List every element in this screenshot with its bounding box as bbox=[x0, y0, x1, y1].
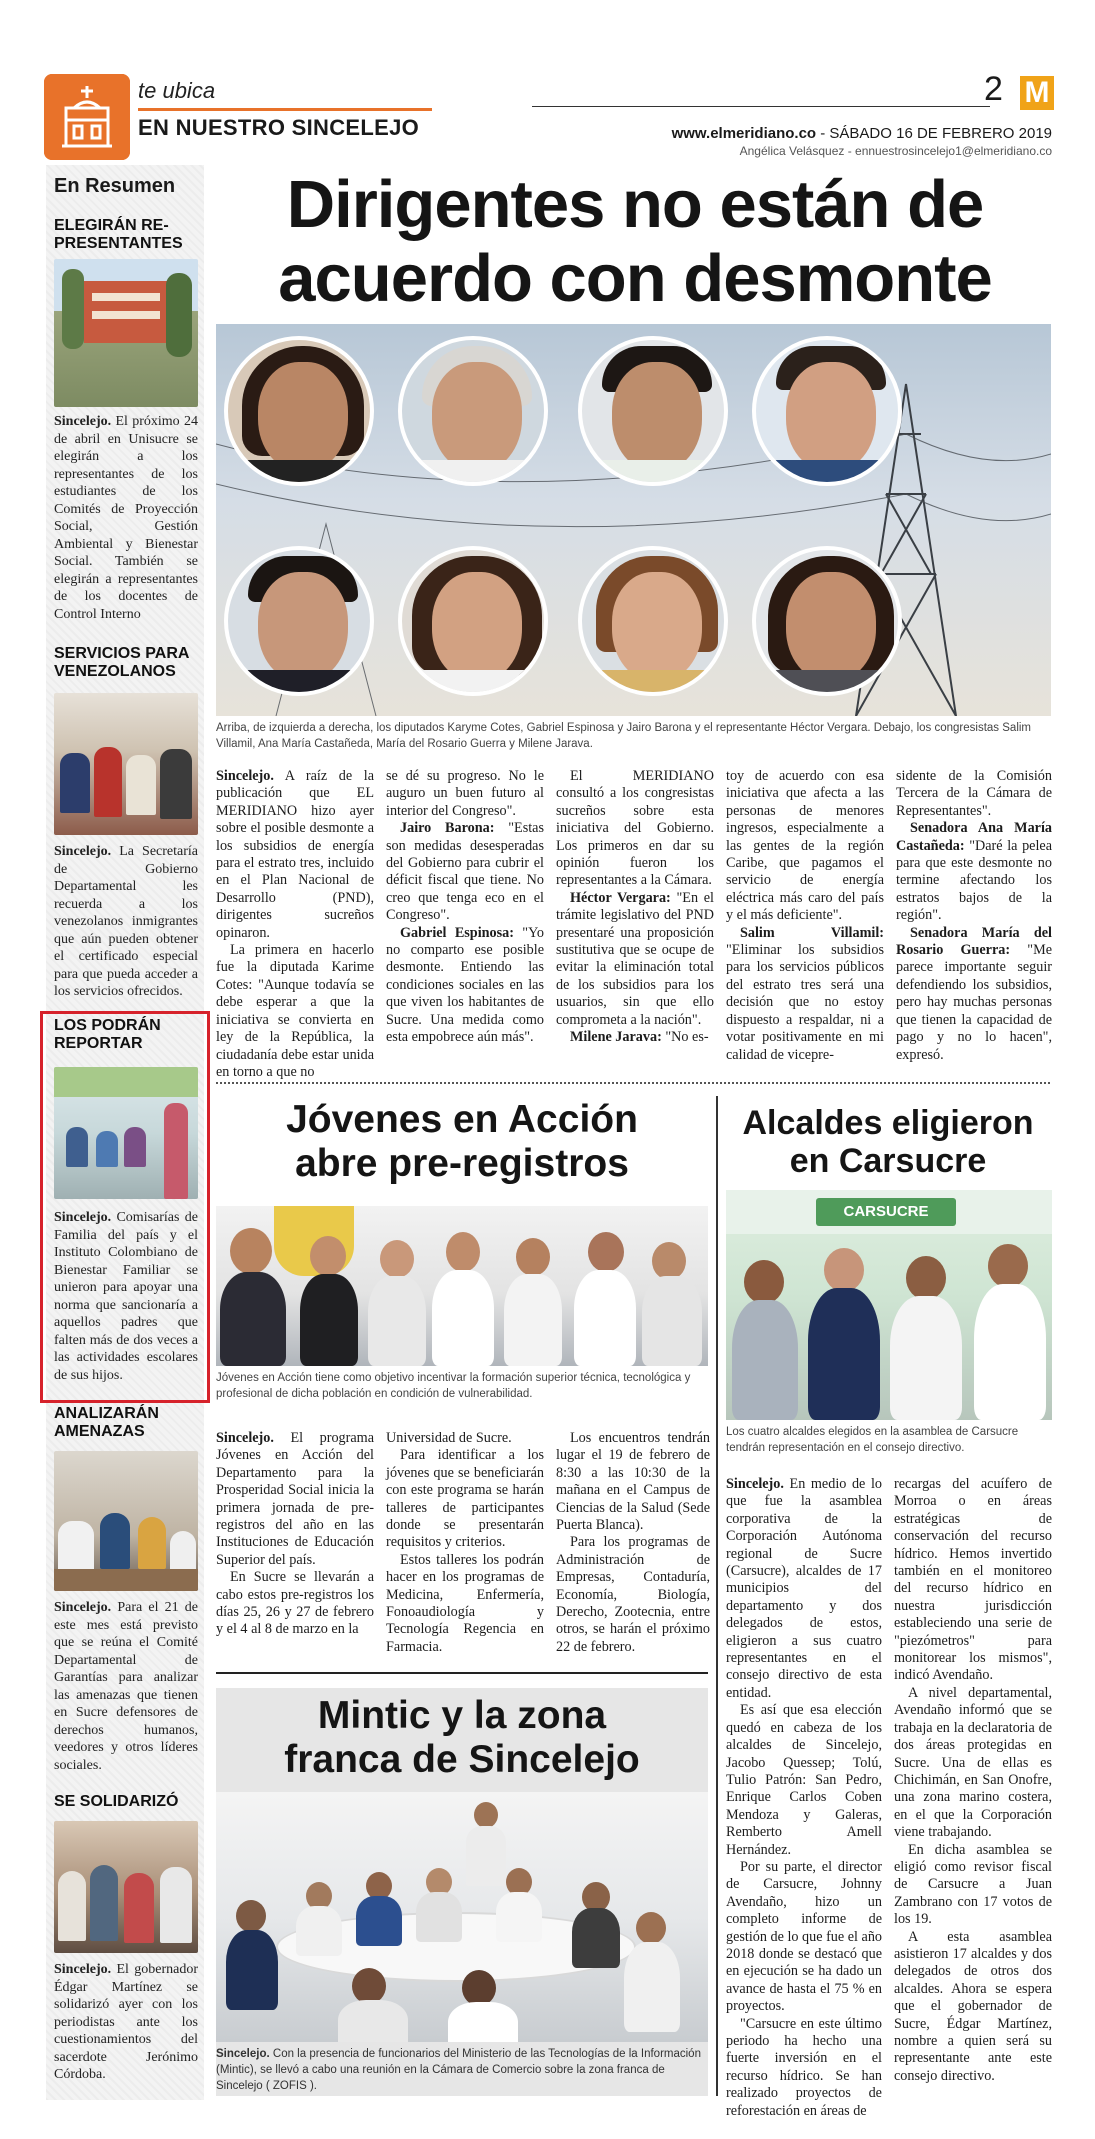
quote-speaker: Senadora Ana María Castañeda: bbox=[896, 820, 1052, 854]
sidebar-photo-meeting bbox=[54, 1451, 198, 1591]
main-story-column-3 bbox=[556, 768, 714, 1047]
website-link[interactable]: www.elmeridiano.co bbox=[671, 125, 817, 142]
kicker-underline bbox=[138, 108, 432, 111]
main-headline bbox=[220, 168, 1050, 316]
alcaldes-caption: Los cuatro alcaldes elegidos en la asamblea de Carsucre tendrán representación en el consejo directivo. bbox=[726, 1426, 1019, 1454]
mintic-headline bbox=[216, 1694, 708, 1782]
paragraph: "Daré la pelea para que este desmonte no termine afectando los estratos bajos de la región". bbox=[896, 837, 1052, 924]
sidebar-highlight-frame bbox=[40, 1011, 210, 1403]
carsucre-banner: CARSUCRE bbox=[816, 1198, 956, 1226]
paragraph: "Estas son medidas desesperadas del Gobierno para cubrir el déficit fiscal que tiene. No creo que tenga eco en el Congreso". bbox=[386, 820, 544, 924]
jovenes-column-3 bbox=[556, 1430, 710, 1656]
paragraph: Es así que esa elección quedó en cabeza de los alcaldes de Sincelejo, Jacobo Quessep; Tolú, Tulio Patrón: San Pedro, Enrique Carlos Coben Mendoza y Galeras, Remberto Amell Hernández. bbox=[726, 1702, 882, 1858]
jovenes-column-1 bbox=[216, 1430, 374, 1639]
quote-speaker: Senadora María del Rosario Guerra: bbox=[896, 924, 1052, 959]
paragraph: La primera en hacerlo fue la diputada Karime Cotes: "Aunque todavía se debe esperar a que la iniciativa se convierta en ley de la República, la ciudadanía debe estar unida en torno a que no bbox=[216, 942, 374, 1080]
sidebar-item-title: LOS PODRÁN REPORTAR bbox=[54, 1017, 161, 1052]
paragraph: El MERIDIANO consultó a los congresistas sucreños sobre esta iniciativa del Gobierno. Los primeros en dar su opinión fueron los representantes a la Cámara. bbox=[556, 768, 714, 889]
dateline-lead: Sincelejo. bbox=[216, 1430, 274, 1446]
sidebar-item bbox=[54, 217, 198, 623]
mintic-caption bbox=[216, 2046, 708, 2094]
main-story-column-4 bbox=[726, 768, 884, 1064]
sidebar-item bbox=[54, 645, 198, 1001]
jovenes-caption: Jóvenes en Acción tiene como objetivo incentivar la formación superior técnica, tecnológica y profesional de dicha población en condición de vulnerabilidad. bbox=[216, 1372, 691, 1400]
sidebar-item-text bbox=[54, 1599, 198, 1774]
paragraph: Para identificar a los jóvenes que se beneficiarán con este programa se harán talleres de participantes donde se presentarán requisitos y criterios. bbox=[386, 1447, 544, 1551]
alcaldes-column-2 bbox=[894, 1476, 1052, 2085]
portrait-milene-jarava bbox=[752, 546, 902, 696]
main-story-column-5 bbox=[896, 768, 1052, 1064]
mintic-meeting-photo bbox=[216, 1792, 708, 2042]
paragraph: A raíz de la publicación que EL MERIDIANO hizo ayer sobre el posible desmonte a los subsidios de energía para el estrato tres, incluido en el Plan Nacional de Desarrollo (PND), dirigentes sucreños opinaron. bbox=[216, 768, 374, 941]
mintic-headline-line-1: Mintic y la zona bbox=[317, 1694, 607, 1737]
montage-caption: Arriba, de izquierda a derecha, los diputados Karyme Cotes, Gabriel Espinosa y Jairo Barona y el representante Héctor Vergara. Debajo, los congresistas Salim Villamil, Ana María Castañeda, María del Rosario Guerra y Milene Jarava. bbox=[216, 722, 1032, 750]
sidebar-item-body: El próximo 24 de abril en Unisucre se elegirán a los representantes de los estudiantes de los Comités de Proyección Social, Gestión Ambiental y Bienestar Social. También se elegirán a representantes de los docentes de Control Interno bbox=[54, 414, 198, 622]
sidebar-item-body: La Secretaría de Gobierno Departamental les recuerda a los venezolanos inmigrantes que aún pueden obtener el certificado especial para que pueda acceder a los servicios ofrecidos. bbox=[54, 844, 198, 999]
alcaldes-column-1 bbox=[726, 1476, 882, 2120]
sidebar-item-title: SE SOLIDARIZÓ bbox=[54, 1793, 179, 1810]
sidebar-item-body: Para el 21 de este mes está previsto que se reúna el Comité Departamental de Garantías para analizar las amenazas que tienen en Sucre defensores de derechos humanos, veedores y otros líderes sociales. bbox=[54, 1600, 198, 1773]
paragraph: A nivel departamental, Avendaño informó que se trabaja en la declaratoria de dos áreas protegidas en Sucre. Una de ellas es Chichimán, en San Onofre, una zona marino costera, en el que la Corporación viene trabajando. bbox=[894, 1684, 1052, 1841]
paragraph: "Carsucre en este último periodo ha hecho una fuerte inversión en el recurso hídrico. Se han realizado proyectos de reforestación en áreas de bbox=[726, 2015, 882, 2119]
sidebar-item-lead: Sincelejo. bbox=[54, 1962, 112, 1977]
jovenes-column-2 bbox=[386, 1430, 544, 1656]
alcaldes-headline-line-1: Alcaldes eligieron bbox=[742, 1104, 1034, 1142]
paragraph: Los encuentros tendrán lugar el 19 de febrero de 8:30 a las 10:30 de la mañana en el Campus de Ciencias de la Salud (Sede Puerta Blanca). bbox=[556, 1430, 710, 1534]
main-headline-line-1: Dirigentes no están de bbox=[286, 167, 984, 242]
paragraph: En Sucre se llevarán a cabo estos pre-registros los días 25, 26 y 27 de febrero y el 4 al 8 de marzo en la bbox=[216, 1569, 374, 1638]
portrait-salim-villamil bbox=[224, 546, 374, 696]
sidebar-item-text bbox=[54, 843, 198, 1001]
sidebar-item-lead: Sincelejo. bbox=[54, 414, 112, 429]
story-divider bbox=[216, 1672, 708, 1674]
issue-date: - SÁBADO 16 DE FEBRERO 2019 bbox=[816, 125, 1052, 142]
sidebar-photo-campus bbox=[54, 259, 198, 407]
sidebar-item-body: Comisarías de Familia del país y el Instituto Colombiano de Bienestar Familiar se unieron para apoyar una norma que sancionaría a aquellos padres que falten más de dos veces a las actividades escolares de sus hijos. bbox=[54, 1210, 198, 1383]
paragraph: A esta asamblea asistieron 17 alcaldes y dos delegados de otros dos alcaldes. Ahora se espera que el gobernador de Sucre, Édgar Martínez, nombre a quien será su representante ante este consejo directivo. bbox=[894, 1928, 1052, 2084]
paragraph: "Yo no comparto ese posible desmonte. Entiendo las condiciones sociales en las que viven los habitantes de Sucre. Una medida como esta empobrece aún más". bbox=[386, 924, 544, 1046]
portrait-karyme-cotes bbox=[224, 336, 374, 486]
sidebar-item-title: ELEGIRÁN RE-PRESENTANTES bbox=[54, 217, 183, 252]
quote-speaker: Jairo Barona: bbox=[400, 820, 495, 837]
byline: Angélica Velásquez - ennuestrosincelejo1@elmeridiano.co bbox=[739, 144, 1052, 158]
portrait-hector-vergara bbox=[752, 336, 902, 486]
paragraph: recargas del acuífero de Morroa o en áreas estratégicas de conservación del recurso hídrico. Hemos invertido también en el monitoreo del recurso hídrico en nuestra jurisdicción estableciendo una serie de "piezómetros" para monitorear los mismos", indicó Avendaño. bbox=[894, 1476, 1052, 1684]
dateline bbox=[600, 125, 1052, 142]
quote-speaker: Salim Villamil: bbox=[740, 924, 884, 941]
alcaldes-headline bbox=[724, 1104, 1052, 1180]
section-divider bbox=[216, 1082, 1052, 1084]
sidebar-item-title: ANALIZARÁN AMENAZAS bbox=[54, 1405, 159, 1440]
paragraph: "Me parece importante seguir defendiendo los subsidios, pero hay muchas personas que tienen la capacidad de pago y no lo hacen", expresó. bbox=[896, 942, 1052, 1063]
column-divider bbox=[716, 1096, 718, 2096]
portrait-ana-maria-castaneda bbox=[398, 546, 548, 696]
jovenes-headline-line-2: abre pre-registros bbox=[295, 1142, 629, 1185]
jovenes-group-photo bbox=[216, 1206, 708, 1366]
paragraph: "Eliminar los subsidios para los servicios públicos del estrato tres será una decisión que no estoy dispuesto a respaldar, ni a votar positivamente en mi calidad de vicepre- bbox=[726, 942, 884, 1063]
alcaldes-photo bbox=[726, 1190, 1052, 1420]
section-name: EN NUESTRO SINCELEJO bbox=[138, 115, 420, 140]
mintic-headline-line-2: franca de Sincelejo bbox=[284, 1738, 640, 1781]
sidebar-item-title: SERVICIOS PARA VENEZOLANOS bbox=[54, 645, 189, 680]
section-kicker: te ubica bbox=[138, 78, 216, 103]
quote-speaker: Gabriel Espinosa: bbox=[400, 924, 514, 941]
sidebar-item bbox=[54, 1793, 198, 2084]
quote-speaker: Milene Jarava: bbox=[570, 1029, 662, 1046]
sidebar-item-lead: Sincelejo. bbox=[54, 844, 112, 859]
paragraph: En medio de lo que fue la asamblea corporativa de la Corporación Autónoma regional de Sucre (Carsucre), alcaldes de 17 municipios del departamento y dos delegados de estos, eligieron a sus cuatro representantes en el consejo directivo de esta entidad. bbox=[726, 1476, 882, 1701]
paragraph: toy de acuerdo con esa iniciativa que afecta a las personas de menores ingresos, especialmente a las gentes de la región Caribe, que pagamos el servicio de energía eléctrica más caro del país y el más deficiente". bbox=[726, 768, 884, 924]
paragraph: sidente de la Comisión Tercera de la Cámara de Representantes". bbox=[896, 768, 1052, 819]
sidebar-item-lead: Sincelejo. bbox=[54, 1600, 112, 1615]
quote-speaker: Héctor Vergara: bbox=[570, 889, 671, 906]
paragraph: El programa Jóvenes en Acción del Departamento para la Prosperidad Social inicia la primera jornada de pre-registros del año en las Instituciones de Educación Superior del país. bbox=[216, 1430, 374, 1568]
sidebar-item-text bbox=[54, 413, 198, 623]
dateline-lead: Sincelejo. bbox=[726, 1476, 784, 1492]
paragraph: "No es- bbox=[661, 1029, 709, 1046]
main-headline-line-2: acuerdo con desmonte bbox=[278, 241, 992, 316]
page-number: 2 bbox=[984, 70, 1003, 108]
dateline-lead: Sincelejo. bbox=[216, 768, 274, 784]
paragraph: Universidad de Sucre. bbox=[386, 1430, 512, 1446]
sidebar-title: En Resumen bbox=[54, 175, 176, 197]
sidebar-item-lead: Sincelejo. bbox=[54, 1210, 112, 1225]
politicians-photo-montage bbox=[216, 324, 1051, 716]
paragraph: En dicha asamblea se eligió como revisor fiscal de Carsucre a Juan Zambrano con 17 votos de los 19. bbox=[894, 1841, 1052, 1928]
paragraph: Para los programas de Administración de Empresas, Contaduría, Economía, Biología, Derecho, Zootecnia, entre otros, se harán el próximo 22 de febrero. bbox=[556, 1534, 710, 1655]
jovenes-headline bbox=[216, 1098, 708, 1186]
paragraph: se dé su progreso. No le auguro un buen futuro al interior del Congreso". bbox=[386, 768, 544, 819]
church-building-icon bbox=[44, 74, 130, 160]
alcaldes-headline-line-2: en Carsucre bbox=[789, 1142, 987, 1180]
caption-text: Con la presencia de funcionarios del Ministerio de las Tecnologías de la Información (Mintic), se llevó a cabo una reunión en la Cámara de Comercio sobre la zona franca de Sincelejo ( ZOFIS ). bbox=[216, 2048, 701, 2092]
sidebar-item bbox=[54, 1405, 198, 1774]
portrait-gabriel-espinosa bbox=[398, 336, 548, 486]
sidebar-item-body: El gobernador Édgar Martínez se solidarizó ayer con los periodistas ante los cuestionamientos del sacerdote Jerónimo Córdoba. bbox=[54, 1962, 198, 2082]
meridiano-logo: M bbox=[1020, 76, 1054, 110]
portrait-jairo-barona bbox=[578, 336, 728, 486]
paragraph: "En el trámite legislativo del PND presentaré una proposición sustitutiva que se ocupe de evitar la eliminación total de los subsidios para los usuarios, sin que ello comprometa a la nación". bbox=[556, 889, 714, 1028]
portrait-maria-del-rosario-guerra bbox=[578, 546, 728, 696]
sidebar-photo-crowd bbox=[54, 693, 198, 835]
paragraph: Estos talleres los podrán hacer en los programas de Medicina, Enfermería, Fonoaudiología y Tecnología Regencia en Farmacia. bbox=[386, 1551, 544, 1655]
main-story-column-2 bbox=[386, 768, 544, 1047]
sidebar-photo-journalists bbox=[54, 1821, 198, 1953]
sidebar-item-text bbox=[54, 1961, 198, 2084]
paragraph: Por su parte, el director de Carsucre, Johnny Avendaño, hizo un completo informe de gestión de lo que fue el año 2018 donde se destacó que en ejecución se ha dado un avance de hasta el 75 % en proyectos. bbox=[726, 1858, 883, 2015]
main-story-column-1 bbox=[216, 768, 374, 1081]
header-rule bbox=[532, 106, 990, 107]
jovenes-headline-line-1: Jóvenes en Acción bbox=[286, 1098, 638, 1141]
dateline-lead: Sincelejo. bbox=[216, 2048, 270, 2060]
